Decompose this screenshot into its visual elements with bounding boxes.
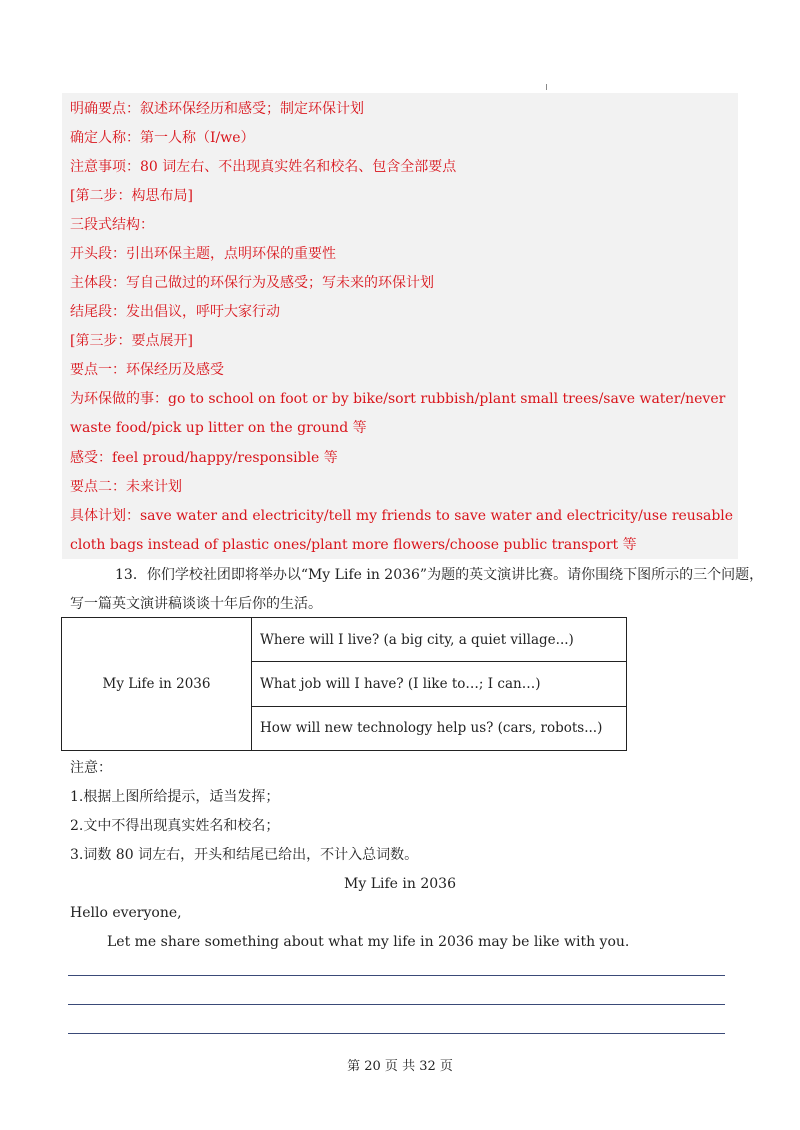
- table-question-technology: How will new technology help us? (cars, robots...): [252, 706, 627, 750]
- answer-writing-line-3: [68, 1033, 725, 1034]
- essay-title: My Life in 2036: [344, 876, 456, 892]
- scan-mark: [546, 84, 547, 90]
- question-intro-line1: 13．你们学校社团即将举办以“My Life in 2036”为题的英文演讲比赛。请你围绕下图所示的三个问题，: [115, 567, 764, 583]
- note-item-3: 3.词数 80 词左右，开头和结尾已给出，不计入总词数。: [70, 847, 419, 863]
- answer-step-three: [第三步：要点展开]: [70, 333, 193, 349]
- notes-title: 注意：: [70, 760, 112, 776]
- table-question-job: What job will I have? (I like to…; I can…): [252, 662, 627, 706]
- answer-writing-line-1: [68, 975, 725, 976]
- page-number: 第 20 页 共 32 页: [347, 1059, 453, 1074]
- answer-step-two: [第二步：构思布局]: [70, 188, 193, 204]
- answer-eco-actions: 为环保做的事：go to school on foot or by bike/sort rubbish/plant small trees/save water/never waste food/pick up litter on the ground 等: [70, 391, 726, 436]
- prompt-table: [61, 617, 627, 751]
- answer-opening-paragraph: 开头段：引出环保主题，点明环保的重要性: [70, 246, 336, 262]
- essay-greeting: Hello everyone,: [70, 905, 182, 921]
- answer-structure: 三段式结构：: [70, 217, 154, 233]
- answer-line-key-points: 明确要点：叙述环保经历和感受；制定环保计划: [70, 101, 364, 117]
- table-topic-cell: My Life in 2036: [62, 618, 252, 751]
- question-intro-line2: 写一篇英文演讲稿谈谈十年后你的生活。: [70, 596, 322, 612]
- answer-line-person: 确定人称：第一人称（I/we）: [70, 130, 255, 146]
- answer-point-two: 要点二：未来计划: [70, 479, 182, 495]
- answer-point-one: 要点一：环保经历及感受: [70, 362, 224, 378]
- answer-body-paragraph: 主体段：写自己做过的环保行为及感受；写未来的环保计划: [70, 275, 434, 291]
- answer-line-notes: 注意事项：80 词左右、不出现真实姓名和校名、包含全部要点: [70, 159, 457, 175]
- answer-future-plans: 具体计划：save water and electricity/tell my friends to save water and electricity/use reusable cloth bags instead of plastic ones/plant more flowers/choose public transport 等: [70, 508, 734, 553]
- note-item-1: 1.根据上图所给提示，适当发挥；: [70, 789, 280, 805]
- answer-feelings: 感受：feel proud/happy/responsible 等: [70, 450, 338, 466]
- table-row: [62, 618, 627, 662]
- table-question-live: Where will I live? (a big city, a quiet village...): [252, 618, 627, 662]
- answer-closing-paragraph: 结尾段：发出倡议，呼吁大家行动: [70, 304, 280, 320]
- answer-writing-line-2: [68, 1004, 725, 1005]
- note-item-2: 2.文中不得出现真实姓名和校名；: [70, 818, 280, 834]
- essay-opening-sentence: Let me share something about what my life in 2036 may be like with you.: [107, 934, 630, 950]
